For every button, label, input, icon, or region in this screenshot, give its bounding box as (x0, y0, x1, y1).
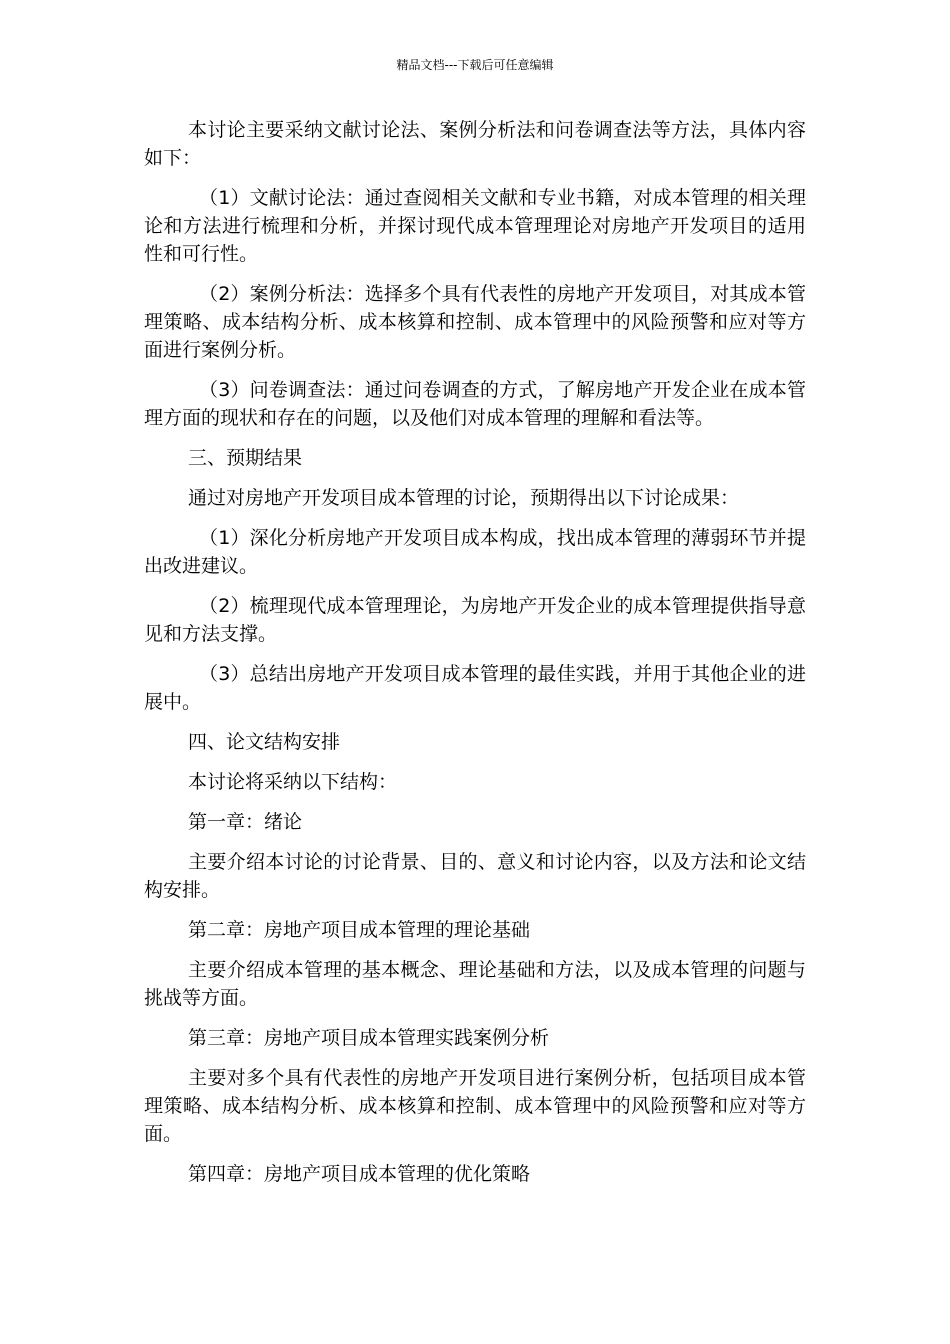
section-heading-structure: 四、论文结构安排 (188, 731, 341, 753)
paragraph-literature-method: （1）文献讨论法：通过查阅相关文献和专业书籍，对成本管理的相关理论和方法进行梳理和分析，并探讨现代成本管理理论对房地产开发项目的适用性和可行性。 (144, 187, 806, 265)
chapter-2-desc: 主要介绍成本管理的基本概念、理论基础和方法，以及成本管理的问题与挑战等方面。 (144, 959, 806, 1009)
paragraph-structure-intro: 本讨论将采纳以下结构： (188, 771, 398, 793)
section-heading-expected-results: 三、预期结果 (188, 447, 303, 469)
paragraph-case-method: （2）案例分析法：选择多个具有代表性的房地产开发项目，对其成本管理策略、成本结构分析、成本核算和控制、成本管理中的风险预警和应对等方面进行案例分析。 (144, 283, 806, 361)
chapter-4-title: 第四章：房地产项目成本管理的优化策略 (188, 1163, 531, 1185)
chapter-2-title: 第二章：房地产项目成本管理的理论基础 (188, 919, 531, 941)
chapter-3-desc: 主要对多个具有代表性的房地产开发项目进行案例分析，包括项目成本管理策略、成本结构分析、成本核算和控制、成本管理中的风险预警和应对等方面。 (144, 1067, 806, 1145)
chapter-3-title: 第三章：房地产项目成本管理实践案例分析 (188, 1027, 550, 1049)
paragraph-results-intro: 通过对房地产开发项目成本管理的讨论，预期得出以下讨论成果： (188, 487, 740, 509)
document-body (144, 116, 806, 1200)
paragraph-result-3: （3）总结出房地产开发项目成本管理的最佳实践，并用于其他企业的进展中。 (144, 663, 806, 713)
paragraph-result-2: （2）梳理现代成本管理理论，为房地产开发企业的成本管理提供指导意见和方法支撑。 (144, 595, 806, 645)
paragraph-methods-intro: 本讨论主要采纳文献讨论法、案例分析法和问卷调查法等方法，具体内容如下： (144, 119, 806, 169)
chapter-1-title: 第一章：绪论 (188, 811, 303, 833)
page-header: 精品文档---下载后可任意编辑 (396, 58, 554, 72)
paragraph-result-1: （1）深化分析房地产开发项目成本构成，找出成本管理的薄弱环节并提出改进建议。 (144, 527, 806, 577)
paragraph-survey-method: （3）问卷调查法：通过问卷调查的方式，了解房地产开发企业在成本管理方面的现状和存在的问题，以及他们对成本管理的理解和看法等。 (144, 379, 806, 429)
chapter-1-desc: 主要介绍本讨论的讨论背景、目的、意义和讨论内容，以及方法和论文结构安排。 (144, 851, 806, 901)
